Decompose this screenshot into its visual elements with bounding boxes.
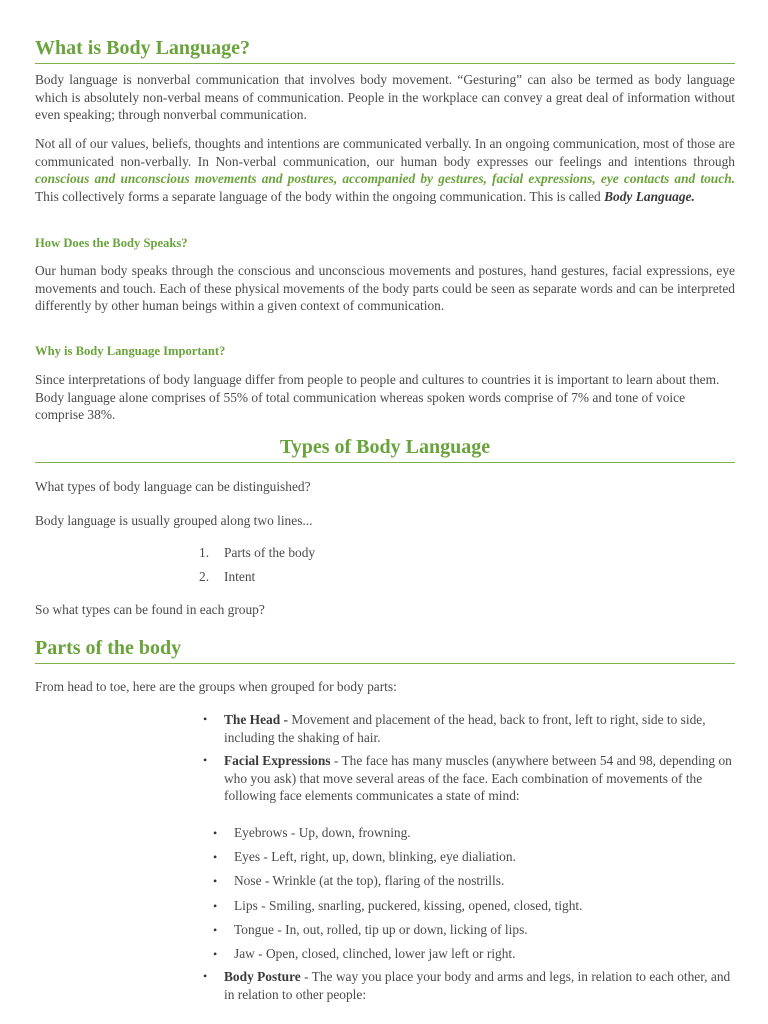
list-item: • Tongue - In, out, rolled, tip up or down, licking of lips. [234, 918, 735, 942]
statement-two-lines: Body language is usually grouped along two lines... [35, 513, 313, 528]
term-body-language: Body Language. [604, 188, 695, 204]
bullet-icon: • [203, 712, 208, 726]
bullet-list-posture [35, 968, 735, 1003]
list-item: • Eyebrows - Up, down, frowning. [234, 821, 735, 845]
bullet-icon: • [213, 947, 218, 962]
paragraph-head-to-toe: From head to toe, here are the groups when grouped for body parts: [35, 679, 397, 694]
paragraph-nonverbal-text-1: Not all of our values, beliefs, thoughts and intentions are communicated verbally. In an ongoing communication, most of those are communicated non-verbally. In Non-verbal communication, our human body expresses our feelings and intentions through [35, 136, 735, 169]
subheading-how-body-speaks: How Does the Body Speaks? [35, 236, 188, 250]
paragraph-definition: Body language is nonverbal communication that involves body movement. “Gesturing” can also be termed as body language which is absolutely non-verbal means of communication. People in the workplace can convey a great deal of information without even speaking; through nonverbal communication. [35, 72, 735, 123]
question-each-group: So what types can be found in each group? [35, 602, 265, 617]
list-item-the-head: • The Head - Movement and placement of the head, back to front, left to right, side to side, including the shaking of hair. [203, 712, 706, 745]
list-item: 1. Parts of the body [199, 545, 316, 560]
list-item: • Nose - Wrinkle (at the top), flaring of the nostrills. [234, 869, 735, 893]
highlight-movements: conscious and unconscious movements and postures, accompanied by gestures, facial expressions, eye contacts and touch. [35, 171, 735, 187]
subheading-why-important: Why is Body Language Important? [35, 344, 226, 358]
numbered-list-groups [35, 541, 735, 589]
paragraph-how-body-speaks: Our human body speaks through the conscious and unconscious movements and postures, hand gestures, facial expressions, eye movements and touch. Each of these physical movements of the body parts could be seen as separate words and can be interpreted differently by other human beings within a given context of communication. [35, 263, 735, 314]
list-item: • Eyes - Left, right, up, down, blinking, eye dialiation. [234, 845, 735, 869]
paragraph-nonverbal [35, 135, 735, 205]
bullet-list-face-elements [35, 821, 735, 966]
list-item-body-posture: • Body Posture - The way you place your body and arms and legs, in relation to each other, and in relation to other people: [203, 969, 731, 1002]
paragraph-nonverbal-text-2: This collectively forms a separate language of the body within the ongoing communication. This is called [35, 188, 605, 204]
bullet-icon: • [213, 826, 218, 840]
paragraph-why-important: Since interpretations of body language differ from people to people and cultures to countries it is important to learn about them. Body language alone comprises of 55% of total communication whereas spoken words comprise of 7% and tone of voice comprise 38%. [35, 372, 720, 423]
bullet-icon: • [203, 969, 208, 983]
list-item-facial-expressions: • Facial Expressions - The face has many muscles (anywhere between 54 and 98, depending on who you ask) that move several areas of the face. Each combination of movements of the following face elements communicates a state of mind: [203, 753, 732, 804]
bullet-icon: • [213, 898, 218, 913]
heading-types-of-body-language: Types of Body Language [35, 435, 735, 463]
bullet-icon: • [203, 753, 208, 768]
heading-what-is-body-language: What is Body Language? [35, 36, 735, 64]
heading-parts-of-the-body: Parts of the body [35, 636, 735, 664]
question-types: What types of body language can be distinguished? [35, 479, 311, 494]
bullet-icon: • [213, 850, 218, 865]
list-item: 2. Intent [199, 569, 256, 584]
list-item: • Jaw - Open, closed, clinched, lower jaw left or right. [234, 942, 735, 966]
list-item: • Lips - Smiling, snarling, puckered, kissing, opened, closed, tight. [234, 894, 735, 918]
bullet-icon: • [213, 874, 218, 889]
bullet-list-head-face [35, 711, 735, 805]
bullet-icon: • [213, 922, 218, 937]
